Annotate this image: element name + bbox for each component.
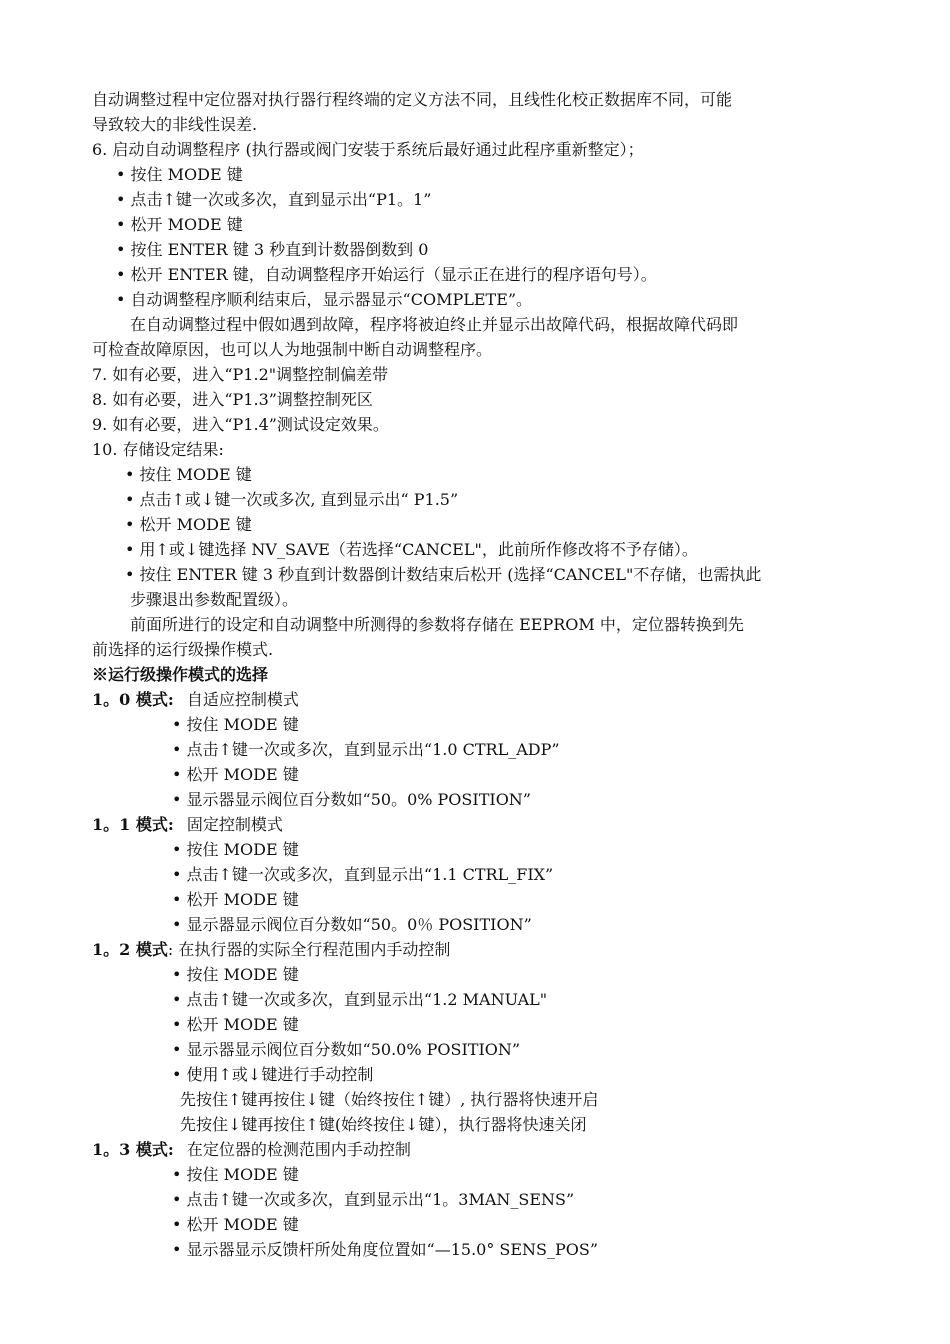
mode-1-0-heading <box>92 689 299 711</box>
mode-1-1-bullet-3: • 松开 MODE 键 <box>172 890 299 909</box>
mode-1-0-bullet-3: • 松开 MODE 键 <box>172 765 299 784</box>
step7: 7. 如有必要，进入“P1.2"调整控制偏差带 <box>92 365 389 384</box>
mode-1-2-bullet-5: • 使用↑或↓键进行手动控制 <box>172 1065 374 1084</box>
step10-title: 10. 存储设定结果: <box>92 440 224 459</box>
step6-bullet-6: • 自动调整程序顺利结束后，显示器显示“COMPLETE”。 <box>116 290 533 309</box>
step6-bullet-3: • 松开 MODE 键 <box>116 215 243 234</box>
mode-1-3-bullet-4: • 显示器显示反馈杆所处角度位置如“—15.0° SENS_POS” <box>172 1240 599 1259</box>
step6-bullet-4: • 按住 ENTER 键 3 秒直到计数器倒数到 0 <box>116 240 429 259</box>
intro-line-2: 导致较大的非线性误差. <box>92 115 258 134</box>
mode-1-0-bullet-4: • 显示器显示阀位百分数如“50。0% POSITION” <box>172 790 531 809</box>
mode-desc: 在定位器的检测范围内手动控制 <box>186 1140 411 1159</box>
mode-1-3-bullet-3: • 松开 MODE 键 <box>172 1215 299 1234</box>
step10-bullet-5: • 按住 ENTER 键 3 秒直到计数器倒计数结束后松开 (选择“CANCEL"不存储，也需执此 <box>125 565 762 584</box>
step10-bullet-1: • 按住 MODE 键 <box>125 465 252 484</box>
mode-label: 1。1 模式: <box>92 815 174 834</box>
mode-1-2-heading <box>92 939 450 961</box>
mode-1-0-bullet-2: • 点击↑键一次或多次，直到显示出“1.0 CTRL_ADP” <box>172 740 560 759</box>
step10-note-line-2: 前选择的运行级操作模式. <box>92 640 274 659</box>
mode-1-2-subline-2: 先按住↓键再按住↑键(始终按住↓键），执行器将快速关闭 <box>180 1115 587 1134</box>
mode-desc: 自适应控制模式 <box>186 690 299 709</box>
step6-bullet-1: • 按住 MODE 键 <box>116 165 243 184</box>
step10-bullet-2: • 点击↑或↓键一次或多次, 直到显示出“ P1.5” <box>125 490 459 509</box>
mode-1-3-bullet-1: • 按住 MODE 键 <box>172 1165 299 1184</box>
step10-note-line-1: 前面所进行的设定和自动调整中所测得的参数将存储在 EEPROM 中，定位器转换到先 <box>130 615 744 634</box>
mode-1-1-bullet-4: • 显示器显示阀位百分数如“50。0％ POSITION” <box>172 915 532 934</box>
step10-bullet-5-cont: 步骤退出参数配置级）。 <box>130 590 299 609</box>
intro-line-1: 自动调整过程中定位器对执行器行程终端的定义方法不同，且线性化校正数据库不同，可能 <box>92 90 733 109</box>
step6-bullet-5: • 松开 ENTER 键，自动调整程序开始运行（显示正在进行的程序语句号）。 <box>116 265 657 284</box>
mode-1-1-heading <box>92 814 283 836</box>
mode-1-1-bullet-2: • 点击↑键一次或多次，直到显示出“1.1 CTRL_FIX” <box>172 865 554 884</box>
mode-label: 1。3 模式: <box>92 1140 174 1159</box>
step6-title: 6. 启动自动调整程序 (执行器或阀门安装于系统后最好通过此程序重新整定）； <box>92 140 644 159</box>
section-title: ※运行级操作模式的选择 <box>92 665 269 684</box>
step10-bullet-4: • 用↑或↓键选择 NV_SAVE（若选择“CANCEL"，此前所作修改将不予存储）。 <box>125 540 698 559</box>
mode-1-2-bullet-3: • 松开 MODE 键 <box>172 1015 299 1034</box>
step10-bullet-3: • 松开 MODE 键 <box>125 515 252 534</box>
mode-1-2-subline-1: 先按住↑键再按住↓键（始终按住↑键）, 执行器将快速开启 <box>180 1090 599 1109</box>
mode-1-0-bullet-1: • 按住 MODE 键 <box>172 715 299 734</box>
mode-desc: 固定控制模式 <box>186 815 283 834</box>
step9: 9. 如有必要，进入“P1.4”测试设定效果。 <box>92 415 389 434</box>
mode-desc: : 在执行器的实际全行程范围内手动控制 <box>167 940 451 959</box>
step6-note-line-2: 可检查故障原因，也可以人为地强制中断自动调整程序。 <box>92 340 493 359</box>
step8: 8. 如有必要，进入“P1.3”调整控制死区 <box>92 390 373 409</box>
step6-note-line-1: 在自动调整过程中假如遇到故障，程序将被迫终止并显示出故障代码，根据故障代码即 <box>130 315 739 334</box>
mode-1-3-heading <box>92 1139 411 1161</box>
mode-label: 1。0 模式: <box>92 690 174 709</box>
mode-label: 1。2 模式 <box>92 940 168 959</box>
mode-1-1-bullet-1: • 按住 MODE 键 <box>172 840 299 859</box>
step6-bullet-2: • 点击↑键一次或多次，直到显示出“P1。1” <box>116 190 432 209</box>
mode-1-2-bullet-2: • 点击↑键一次或多次，直到显示出“1.2 MANUAL" <box>172 990 548 1009</box>
mode-1-3-bullet-2: • 点击↑键一次或多次，直到显示出“1。3MAN_SENS” <box>172 1190 575 1209</box>
mode-1-2-bullet-4: • 显示器显示阀位百分数如“50.0% POSITION” <box>172 1040 521 1059</box>
mode-1-2-bullet-1: • 按住 MODE 键 <box>172 965 299 984</box>
